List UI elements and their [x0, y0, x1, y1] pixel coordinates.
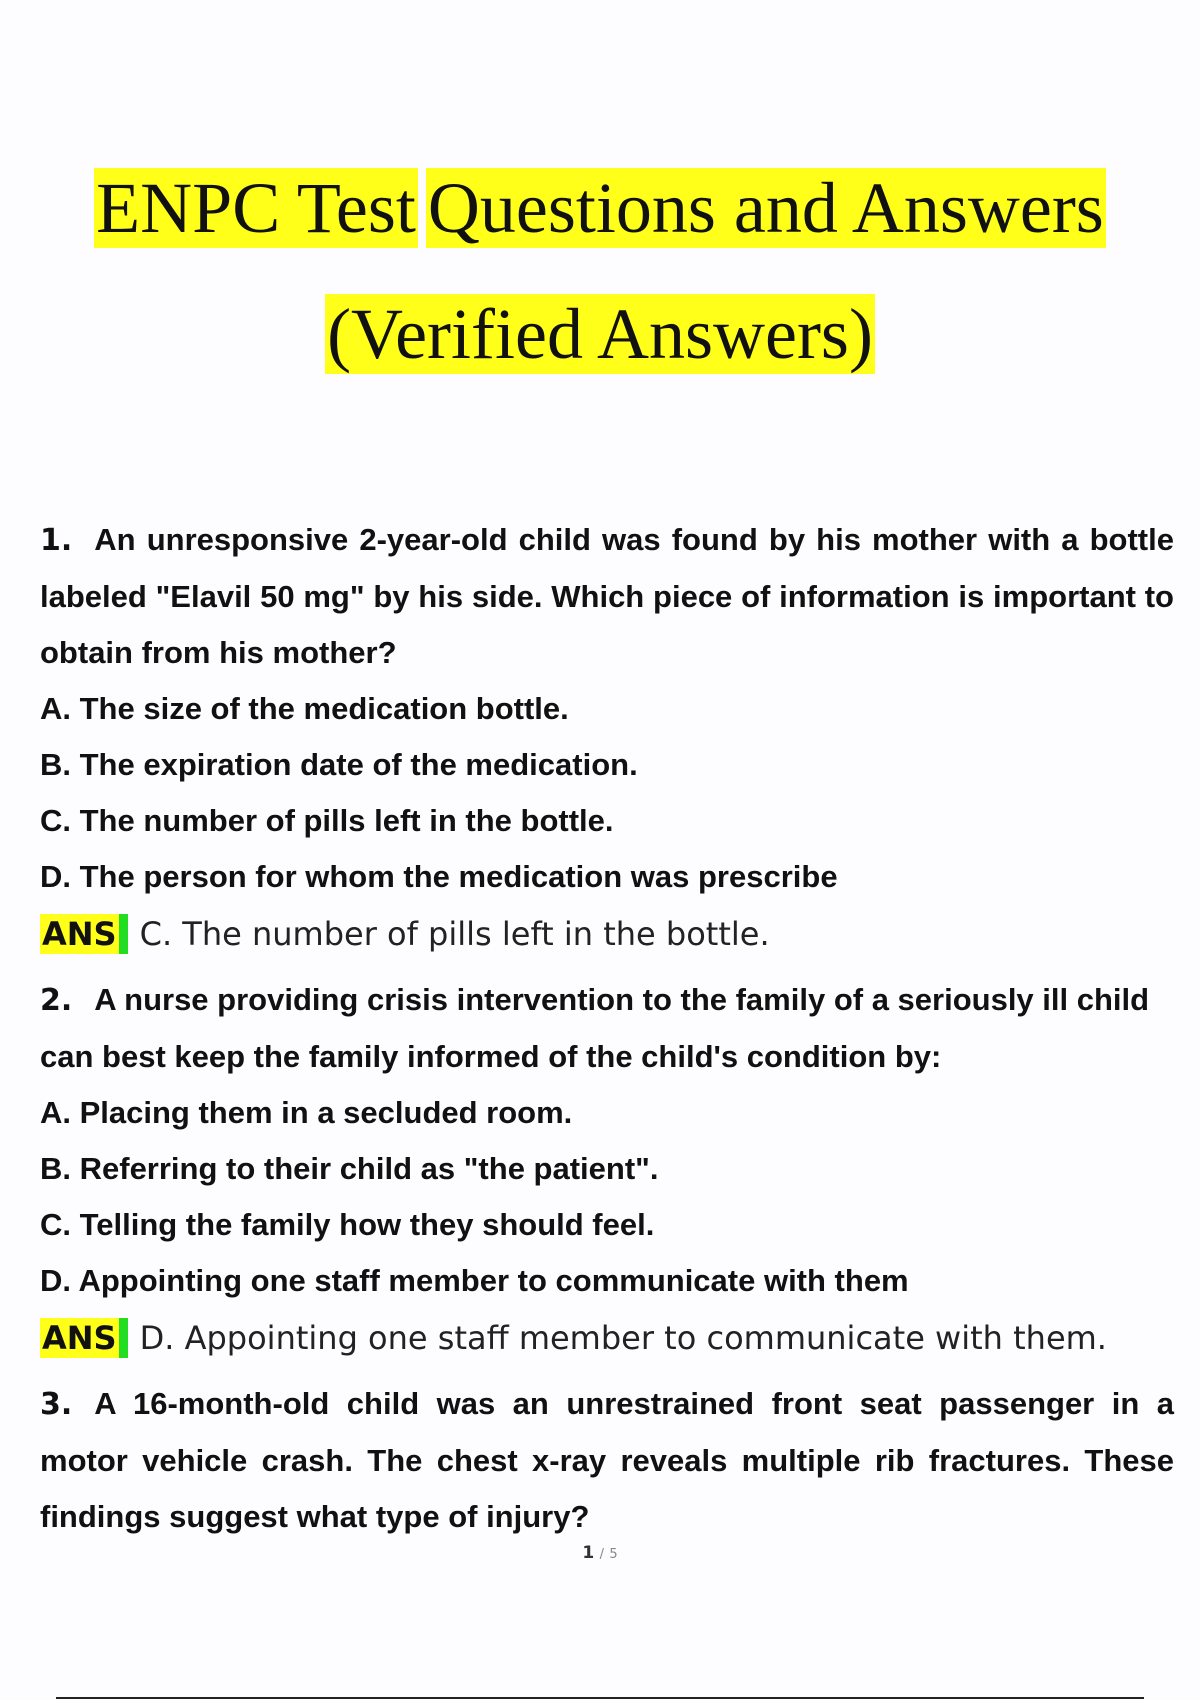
- question-2-option-d: D. Appointing one staff member to communicate with them: [40, 1263, 909, 1298]
- question-2-stem: A nurse providing crisis intervention to the family of a seriously ill child can best keep the family informed of the child's condition by:: [40, 982, 1150, 1074]
- question-1: [40, 512, 1174, 963]
- question-1-answer: [40, 905, 1174, 963]
- document-title-line-1: [0, 166, 1200, 250]
- question-3-text: [40, 1376, 1174, 1545]
- question-1-answer-text: C. The number of pills left in the bottle.: [139, 915, 770, 953]
- question-2-option-b: B. Referring to their child as "the patient".: [40, 1151, 659, 1186]
- question-1-option-d: D. The person for whom the medication was prescribe: [40, 859, 838, 894]
- question-3-stem: A 16-month-old child was an unrestrained front seat passenger in a motor vehicle crash. The chest x-ray reveals multiple rib fractures. These findings suggest what type of injury?: [40, 1386, 1174, 1534]
- question-1-number: 1.: [40, 523, 73, 558]
- title-part-2: Questions and Answers: [427, 168, 1104, 248]
- question-2-answer-text: D. Appointing one staff member to communicate with them.: [139, 1319, 1107, 1357]
- question-3-number: 3.: [40, 1387, 73, 1422]
- question-2-option-c: C. Telling the family how they should feel.: [40, 1207, 655, 1242]
- question-2-answer: [40, 1309, 1174, 1367]
- question-2-number: 2.: [40, 983, 73, 1018]
- question-1-option-b: B. The expiration date of the medication.: [40, 747, 638, 782]
- question-1-text: [40, 512, 1174, 681]
- footer-divider: [56, 1697, 1144, 1699]
- document-title-line-2: [0, 292, 1200, 376]
- page-indicator: [0, 1543, 1200, 1563]
- question-3: [40, 1376, 1174, 1545]
- question-2: [40, 972, 1174, 1367]
- question-2-text: [40, 972, 1174, 1085]
- title-subtitle: (Verified Answers): [327, 294, 873, 374]
- question-1-option-c: C. The number of pills left in the bottle.: [40, 803, 614, 838]
- page-total: 5: [609, 1547, 618, 1562]
- page-current: 1: [582, 1543, 595, 1563]
- question-2-option-a: A. Placing them in a secluded room.: [40, 1095, 573, 1130]
- answer-badge: ANS: [40, 1318, 128, 1358]
- title-part-1: ENPC Test: [96, 168, 416, 248]
- question-1-stem: An unresponsive 2-year-old child was found by his mother with a bottle labeled "Elavil 50 mg" by his side. Which piece of information is important to obtain from his mother?: [40, 522, 1174, 670]
- question-1-option-a: A. The size of the medication bottle.: [40, 691, 569, 726]
- page-separator: /: [599, 1547, 604, 1562]
- answer-badge: ANS: [40, 914, 128, 954]
